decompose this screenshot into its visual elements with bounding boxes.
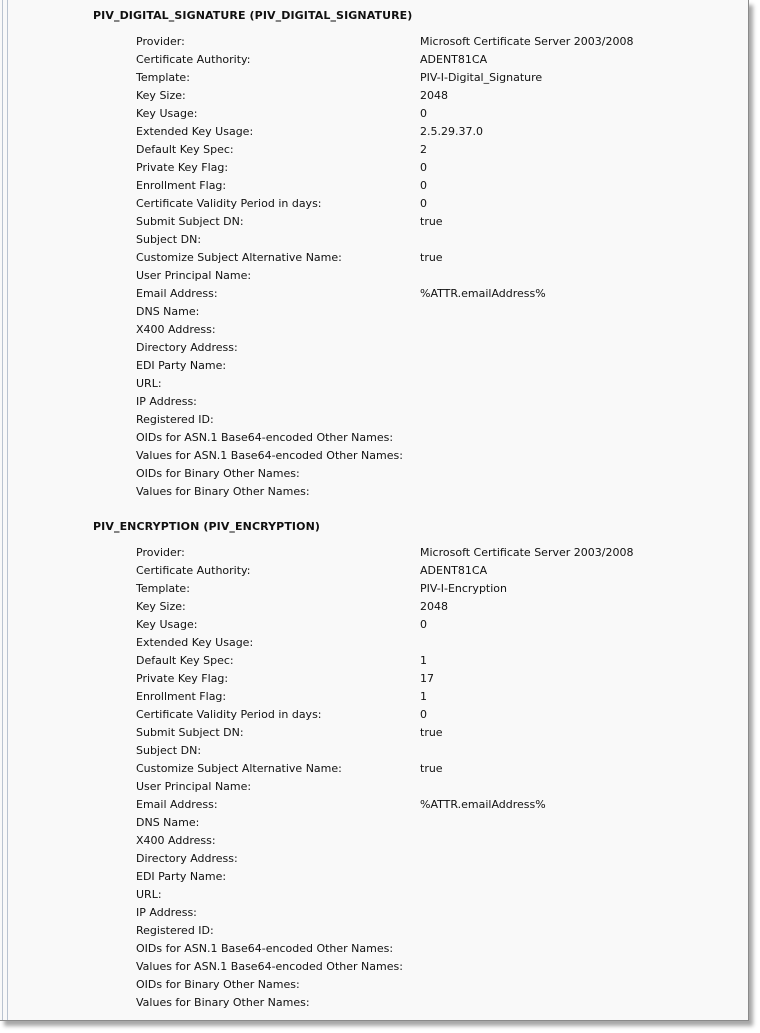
property-value: Microsoft Certificate Server 2003/2008 — [420, 546, 634, 559]
property-row — [136, 598, 738, 616]
property-label: Certificate Authority: — [136, 53, 251, 66]
property-label: Values for Binary Other Names: — [136, 996, 310, 1009]
property-row — [136, 105, 738, 123]
section-title: PIV_DIGITAL_SIGNATURE (PIV_DIGITAL_SIGNATURE) — [93, 9, 413, 22]
property-row — [136, 868, 738, 886]
property-value: 0 — [420, 708, 427, 721]
property-label: Extended Key Usage: — [136, 125, 254, 138]
property-row — [136, 814, 738, 832]
property-label: X400 Address: — [136, 834, 216, 847]
template-section — [93, 7, 738, 501]
property-row — [136, 976, 738, 994]
property-row — [136, 231, 738, 249]
property-value: 0 — [420, 161, 427, 174]
property-value: true — [420, 762, 443, 775]
property-label: Subject DN: — [136, 233, 202, 246]
property-label: Submit Subject DN: — [136, 726, 244, 739]
property-row — [136, 447, 738, 465]
property-label: Key Size: — [136, 89, 186, 102]
property-row — [136, 375, 738, 393]
property-row — [136, 706, 738, 724]
property-label: DNS Name: — [136, 816, 200, 829]
property-row — [136, 195, 738, 213]
property-row — [136, 411, 738, 429]
property-row — [136, 357, 738, 375]
property-value: 2048 — [420, 600, 448, 613]
property-label: Directory Address: — [136, 341, 238, 354]
property-value: 0 — [420, 107, 427, 120]
property-label: Email Address: — [136, 287, 218, 300]
property-row — [136, 832, 738, 850]
property-value: 2.5.29.37.0 — [420, 125, 483, 138]
property-row — [136, 123, 738, 141]
property-value: Microsoft Certificate Server 2003/2008 — [420, 35, 634, 48]
property-row — [136, 465, 738, 483]
property-label: DNS Name: — [136, 305, 200, 318]
property-row — [136, 285, 738, 303]
property-row — [136, 483, 738, 501]
property-label: Private Key Flag: — [136, 672, 229, 685]
property-row — [136, 670, 738, 688]
property-row — [136, 303, 738, 321]
property-row — [136, 778, 738, 796]
property-label: Registered ID: — [136, 413, 214, 426]
property-row — [136, 51, 738, 69]
property-label: Certificate Validity Period in days: — [136, 708, 322, 721]
property-value: 2048 — [420, 89, 448, 102]
property-label: IP Address: — [136, 395, 197, 408]
property-label: Registered ID: — [136, 924, 214, 937]
property-value: %ATTR.emailAddress% — [420, 287, 546, 300]
property-label: OIDs for ASN.1 Base64-encoded Other Names: — [136, 942, 394, 955]
property-row — [136, 87, 738, 105]
property-label: Template: — [136, 71, 190, 84]
property-row — [136, 634, 738, 652]
property-value: ADENT81CA — [420, 564, 488, 577]
property-label: Extended Key Usage: — [136, 636, 254, 649]
property-value: true — [420, 215, 443, 228]
property-value: 1 — [420, 654, 427, 667]
property-row — [136, 544, 738, 562]
property-label: URL: — [136, 888, 162, 901]
property-label: Directory Address: — [136, 852, 238, 865]
property-label: Default Key Spec: — [136, 143, 234, 156]
property-value: 17 — [420, 672, 434, 685]
property-label: IP Address: — [136, 906, 197, 919]
left-border-line-inner — [7, 0, 8, 1020]
property-row — [136, 760, 738, 778]
property-label: OIDs for Binary Other Names: — [136, 467, 300, 480]
left-border-line — [2, 0, 3, 1020]
property-value: true — [420, 726, 443, 739]
property-value: 0 — [420, 197, 427, 210]
property-row — [136, 688, 738, 706]
property-row — [136, 249, 738, 267]
property-row — [136, 886, 738, 904]
property-value: PIV-I-Encryption — [420, 582, 507, 595]
property-row — [136, 33, 738, 51]
property-value: 1 — [420, 690, 427, 703]
property-row — [136, 724, 738, 742]
property-row — [136, 141, 738, 159]
property-row — [136, 213, 738, 231]
property-row — [136, 958, 738, 976]
property-value: 0 — [420, 179, 427, 192]
property-row — [136, 796, 738, 814]
property-label: OIDs for Binary Other Names: — [136, 978, 300, 991]
property-row — [136, 267, 738, 285]
property-row — [136, 69, 738, 87]
property-row — [136, 940, 738, 958]
property-label: Key Usage: — [136, 107, 198, 120]
property-label: Key Usage: — [136, 618, 198, 631]
property-label: Key Size: — [136, 600, 186, 613]
property-label: User Principal Name: — [136, 269, 252, 282]
property-row — [136, 393, 738, 411]
property-label: Default Key Spec: — [136, 654, 234, 667]
property-list — [136, 544, 738, 1012]
property-list — [136, 33, 738, 501]
property-label: Provider: — [136, 546, 185, 559]
property-label: Private Key Flag: — [136, 161, 229, 174]
property-row — [136, 321, 738, 339]
property-label: Customize Subject Alternative Name: — [136, 762, 342, 775]
property-row — [136, 994, 738, 1012]
property-label: Values for ASN.1 Base64-encoded Other Names: — [136, 960, 403, 973]
template-section — [93, 518, 738, 1012]
property-label: Submit Subject DN: — [136, 215, 244, 228]
property-row — [136, 562, 738, 580]
property-label: User Principal Name: — [136, 780, 252, 793]
property-row — [136, 904, 738, 922]
property-value: true — [420, 251, 443, 264]
property-row — [136, 159, 738, 177]
property-value: 0 — [420, 618, 427, 631]
property-label: Values for Binary Other Names: — [136, 485, 310, 498]
property-label: Customize Subject Alternative Name: — [136, 251, 342, 264]
property-value: %ATTR.emailAddress% — [420, 798, 546, 811]
report-content — [93, 7, 738, 1012]
property-label: OIDs for ASN.1 Base64-encoded Other Names: — [136, 431, 394, 444]
property-row — [136, 616, 738, 634]
property-value: PIV-I-Digital_Signature — [420, 71, 543, 84]
property-label: Template: — [136, 582, 190, 595]
property-row — [136, 922, 738, 940]
property-row — [136, 850, 738, 868]
property-label: Certificate Authority: — [136, 564, 251, 577]
property-value: ADENT81CA — [420, 53, 488, 66]
property-row — [136, 652, 738, 670]
property-label: EDI Party Name: — [136, 870, 227, 883]
property-value: 2 — [420, 143, 427, 156]
property-label: Subject DN: — [136, 744, 202, 757]
property-label: Certificate Validity Period in days: — [136, 197, 322, 210]
property-row — [136, 177, 738, 195]
property-label: Email Address: — [136, 798, 218, 811]
property-label: EDI Party Name: — [136, 359, 227, 372]
property-label: Values for ASN.1 Base64-encoded Other Names: — [136, 449, 403, 462]
section-title: PIV_ENCRYPTION (PIV_ENCRYPTION) — [93, 520, 321, 533]
property-row — [136, 580, 738, 598]
property-row — [136, 742, 738, 760]
property-row — [136, 429, 738, 447]
property-label: Provider: — [136, 35, 185, 48]
property-label: Enrollment Flag: — [136, 690, 227, 703]
property-row — [136, 339, 738, 357]
property-label: URL: — [136, 377, 162, 390]
property-label: X400 Address: — [136, 323, 216, 336]
property-label: Enrollment Flag: — [136, 179, 227, 192]
